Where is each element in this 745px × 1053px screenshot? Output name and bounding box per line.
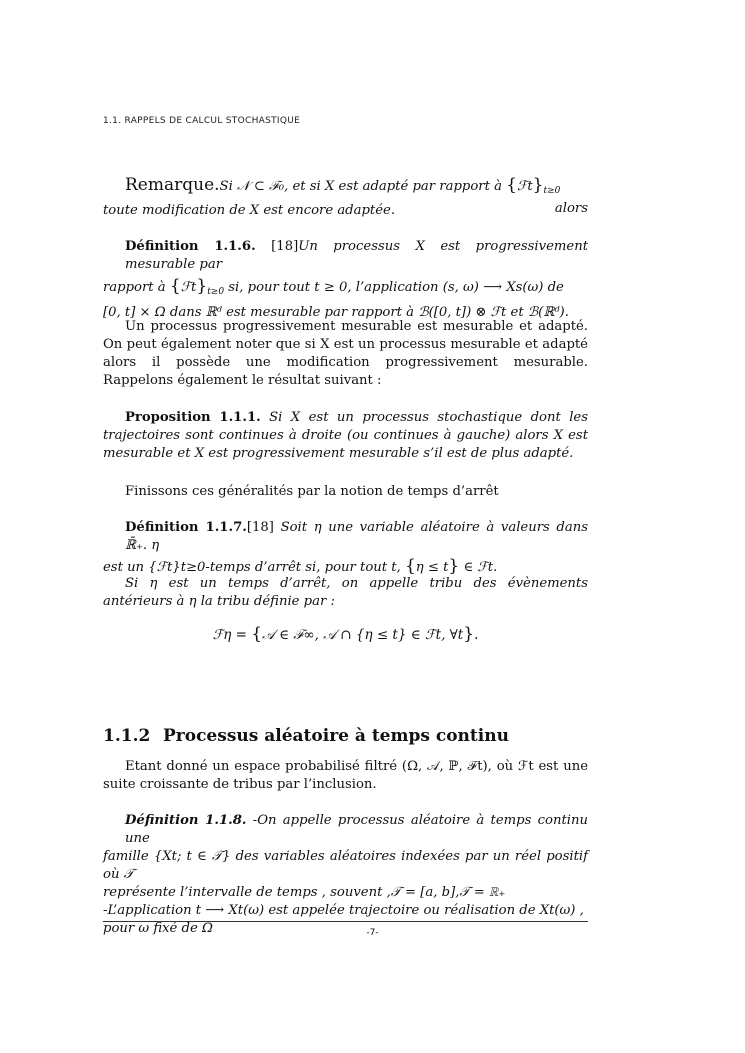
left-brace-symbol: {	[251, 624, 263, 644]
left-brace-symbol: {	[169, 276, 181, 296]
definition-label: Définition 1.1.8.	[125, 813, 247, 828]
definition-text-line2a: rapport à	[103, 280, 166, 295]
remarque-family: ℱt	[516, 179, 533, 194]
definition-label: Définition 1.1.6.	[125, 239, 256, 254]
remarque-family-sub: t≥0	[543, 186, 561, 196]
definition-1-1-8	[103, 812, 588, 938]
equation-end: .	[474, 627, 479, 643]
definition-text-line5: pour ω fixé de Ω	[103, 921, 213, 936]
remarque-label: Remarque.	[125, 175, 220, 195]
display-equation	[103, 624, 588, 644]
remarque-line1-end: alors	[554, 201, 588, 216]
definition-label: Définition 1.1.7.	[125, 520, 247, 535]
right-brace-symbol: }	[532, 175, 544, 195]
remarque-block	[103, 176, 588, 220]
definition-text-line4: -L’application t ⟶ Xt(ω) est appelée trajectoire ou réalisation de Xt(ω) ,	[103, 903, 584, 918]
definition-text-line2: est un {ℱt}t≥0-temps d’arrêt si, pour tout t,	[103, 560, 401, 575]
citation-ref: [18]	[271, 239, 299, 254]
page-number: -7-	[366, 928, 379, 938]
remarque-line2: toute modification de X est encore adaptée.	[103, 203, 396, 218]
paragraph-mesurable: Un processus progressivement mesurable est mesurable et adapté. On peut également noter que si X est un processus mesurable et adapté alors il possède une modification progressivement mesurable. Rappelons également le résultat suivant :	[103, 319, 588, 388]
paragraph-espace-probabilise: Etant donné un espace probabilisé filtré (Ω, 𝒜, ℙ, ℱt), où ℱt est une suite croissante de tribus par l’inclusion.	[103, 759, 588, 792]
paragraph-temps-arret: Finissons ces généralités par la notion de temps d’arrêt	[125, 484, 499, 499]
proposition-1-1-1	[103, 409, 588, 463]
right-brace-symbol: }	[448, 556, 460, 576]
running-header: 1.1. RAPPELS DE CALCUL STOCHASTIQUE	[103, 116, 301, 126]
section-heading	[103, 726, 509, 746]
definition-1-1-6	[103, 238, 588, 322]
citation-ref: [18]	[246, 520, 274, 535]
section-number: 1.1.2	[103, 726, 151, 746]
definition-1-1-7	[103, 519, 588, 577]
section-title: Processus aléatoire à temps continu	[163, 726, 509, 746]
left-brace-symbol: {	[404, 556, 416, 576]
definition-text-line2-end: ∈ ℱt.	[463, 560, 498, 575]
proposition-label: Proposition 1.1.1.	[125, 410, 261, 425]
right-brace-symbol: }	[463, 624, 475, 644]
definition-text-line2b: si, pour tout t ≥ 0, l’application (s, ω) ⟶ Xs(ω) de	[228, 280, 564, 295]
equation-lhs: ℱη =	[212, 627, 247, 643]
remarque-line1: Si 𝒩 ⊂ ℱ₀, et si X est adapté par rapport à	[219, 179, 502, 194]
definition-text-line3: représente l’intervalle de temps , souvent ,𝒯 = [a, b],𝒯 = ℝ₊	[103, 885, 506, 900]
definition-text-line1: Un processus X est progressivement mesurable par	[125, 239, 589, 272]
footer-rule	[103, 921, 588, 922]
filtration-sub: t≥0	[207, 287, 225, 297]
definition-text-line3: [0, t] × Ω dans ℝᵈ est mesurable par rapport à ℬ([0, t]) ⊗ ℱt et ℬ(ℝᵈ).	[103, 305, 569, 320]
definition-text-line1: -On appelle processus aléatoire à temps continu une	[125, 813, 588, 846]
stopping-set: η ≤ t	[415, 560, 449, 575]
right-brace-symbol: }	[196, 276, 208, 296]
definition-text-line1: Soit η une variable aléatoire à valeurs dans ℝ̄₊. η	[125, 520, 588, 553]
filtration-symbol: ℱt	[180, 280, 197, 295]
left-brace-symbol: {	[506, 175, 517, 195]
paragraph-tribu: Si η est un temps d’arrêt, on appelle tribu des évènements antérieurs à η la tribu définie par :	[103, 576, 588, 609]
proposition-text: Si X est un processus stochastique dont les trajectoires sont continues à droite (ou continues à gauche) alors X est mesurable et X est progressivement mesurable s’il est de plus adapté.	[103, 410, 588, 461]
definition-text-line2: famille {Xt; t ∈ 𝒯} des variables aléatoires indexées par un réel positif où 𝒯	[103, 849, 588, 882]
equation-body: 𝒜 ∈ ℱ∞, 𝒜 ∩ {η ≤ t} ∈ ℱt, ∀t	[262, 627, 464, 643]
